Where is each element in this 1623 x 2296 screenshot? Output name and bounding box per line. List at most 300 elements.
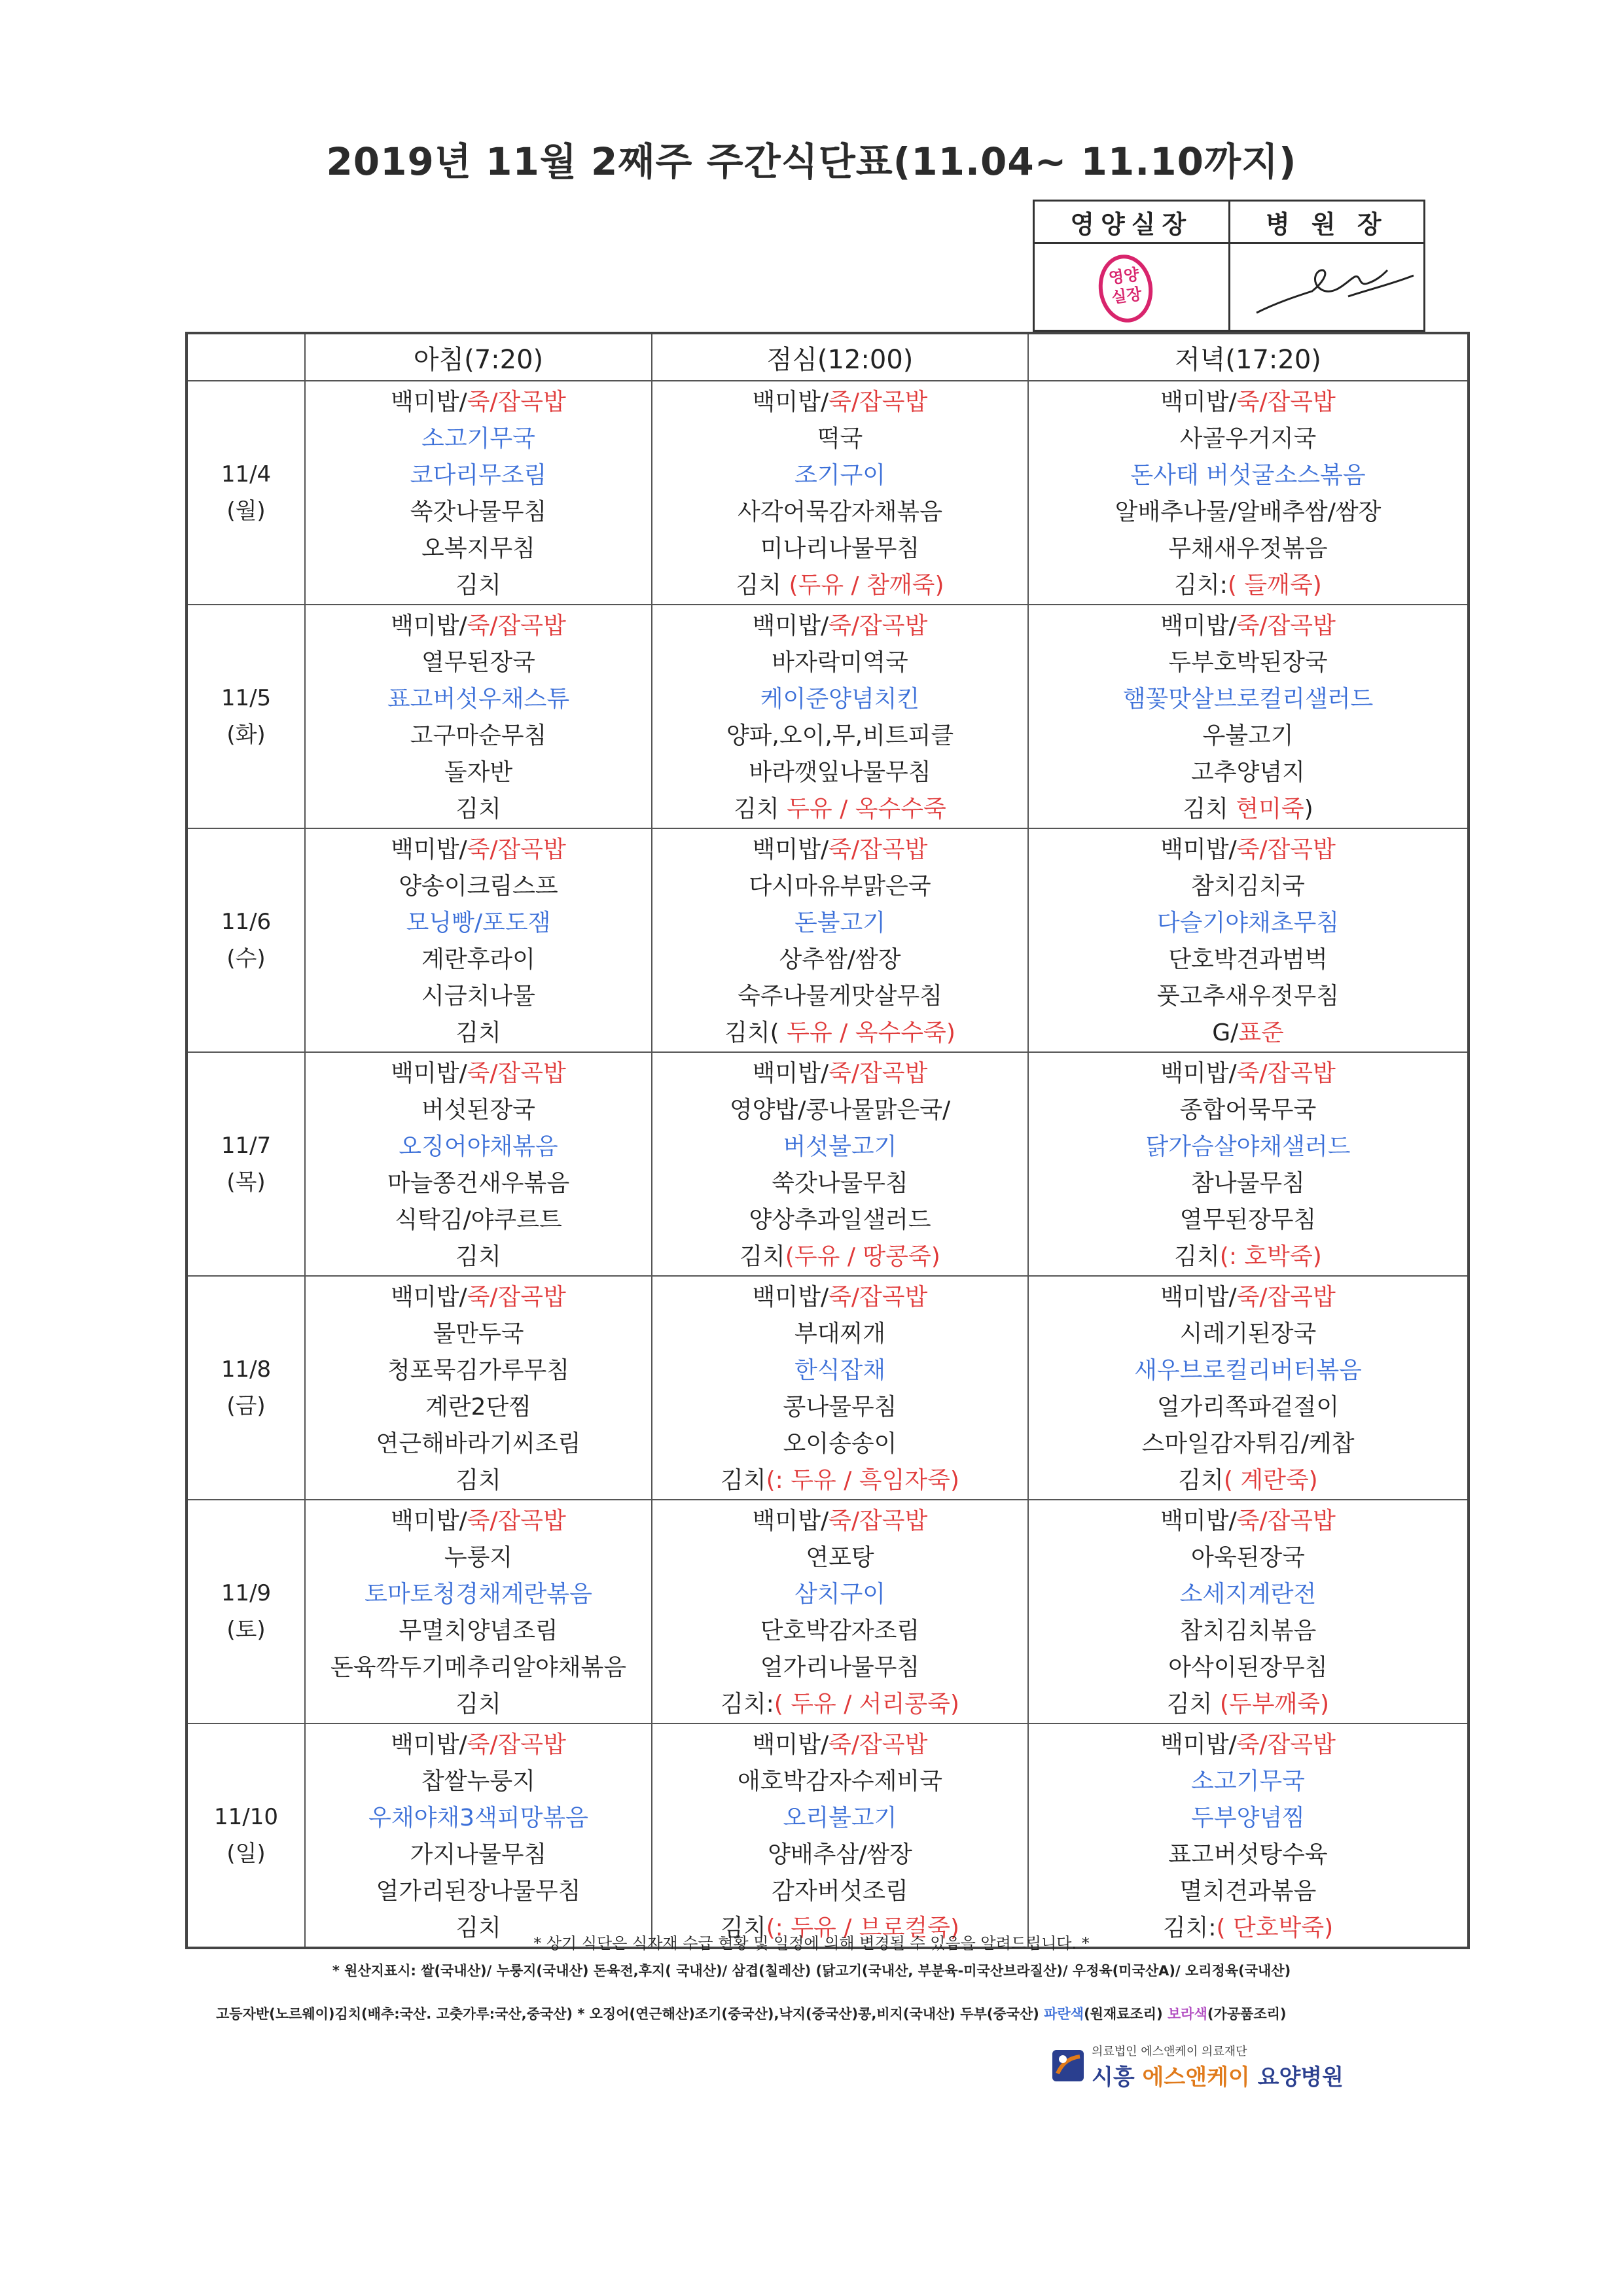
menu-item (306, 978, 651, 1015)
hospital-logo-icon (1051, 2049, 1085, 2083)
menu-item (1029, 868, 1467, 905)
day-weekday: (월) (226, 498, 266, 524)
menu-item (1029, 1165, 1467, 1202)
menu-item-text: 아욱된장국 (1191, 1544, 1305, 1571)
menu-item-text: 백미밥/ (752, 1731, 829, 1758)
menu-item (652, 1763, 1027, 1800)
page-title: 2019년 11월 2째주 주간식단표(11.04~ 11.10까지) (326, 139, 1297, 184)
legend-blue-desc: (원재료조리) (1084, 2006, 1168, 2022)
menu-item (306, 1763, 651, 1800)
menu-item-text: (두유 / 참깨죽) (789, 572, 944, 599)
menu-item-text: 죽/잡곡밥 (1236, 612, 1336, 639)
menu-item-text: 참치김치국 (1191, 873, 1305, 900)
menu-item-text: 시금치나물 (421, 983, 535, 1010)
meal-cell-lunch (652, 1723, 1028, 1948)
menu-item-text: 토마토청경채계란볶음 (365, 1581, 592, 1608)
menu-item (1029, 1055, 1467, 1092)
menu-item-text: 오이송송이 (783, 1430, 897, 1457)
menu-item-text: 죽/잡곡밥 (467, 1060, 566, 1087)
menu-item (652, 978, 1027, 1015)
menu-item-text: 바라깻잎나물무침 (749, 759, 931, 786)
day-date: 11/5 (221, 685, 272, 711)
menu-item (306, 1462, 651, 1499)
day-row (187, 1500, 1469, 1723)
menu-item-text: 김치( (724, 1019, 787, 1046)
day-date: 11/8 (221, 1356, 272, 1383)
menu-item (306, 645, 651, 681)
menu-item (652, 1503, 1027, 1540)
meal-cell-lunch (652, 1052, 1028, 1276)
menu-item (306, 608, 651, 645)
menu-item (306, 567, 651, 604)
approval-label-director: 병 원 장 (1229, 201, 1425, 243)
day-weekday: (화) (226, 722, 266, 748)
menu-item (1029, 1239, 1467, 1275)
menu-item-text: 계란2단찜 (425, 1394, 531, 1421)
day-cell (187, 1500, 305, 1723)
menu-item (306, 457, 651, 494)
menu-item-text: 버섯된장국 (421, 1097, 535, 1123)
meal-cell-lunch (652, 1500, 1028, 1723)
menu-item-text: (두부깨죽) (1219, 1691, 1330, 1718)
meal-cell-dinner (1028, 1276, 1469, 1500)
menu-item-text: ( 들깨죽) (1227, 572, 1322, 599)
menu-item (306, 421, 651, 457)
menu-item (306, 1015, 651, 1051)
menu-item-text: 백미밥/ (391, 1731, 467, 1758)
menu-item (306, 832, 651, 868)
menu-item-text: 미나리나물무침 (760, 535, 920, 562)
menu-item-text: 백미밥/ (752, 1060, 829, 1087)
menu-item (306, 531, 651, 567)
menu-item (1029, 1202, 1467, 1239)
menu-item-text: 죽/잡곡밥 (1236, 1508, 1336, 1534)
menu-item (652, 1165, 1027, 1202)
menu-item-text: 두유 / 옥수수죽) (787, 1019, 955, 1046)
menu-item (652, 1279, 1027, 1316)
menu-item (1029, 1015, 1467, 1051)
menu-item-text: 김치 (455, 1915, 501, 1941)
menu-item-text: 백미밥/ (391, 1060, 467, 1087)
menu-item-text: 김치 (455, 572, 501, 599)
menu-item (306, 1202, 651, 1239)
menu-item (1029, 567, 1467, 604)
menu-item-text: 김치 (721, 1915, 766, 1941)
menu-item (652, 457, 1027, 494)
menu-item-text: ) (1304, 796, 1313, 822)
menu-item (1029, 1389, 1467, 1426)
menu-item (306, 1540, 651, 1576)
menu-item-text: 오리불고기 (783, 1805, 897, 1831)
menu-item-text: 김치 (1166, 1691, 1220, 1718)
menu-item-text: 죽/잡곡밥 (829, 1284, 928, 1311)
menu-item (306, 1389, 651, 1426)
menu-item-text: 모닝빵/포도잼 (406, 910, 551, 936)
menu-item (1029, 421, 1467, 457)
menu-item (1029, 1613, 1467, 1650)
corner-cell (187, 333, 305, 381)
menu-item-text: 표준 (1238, 1019, 1284, 1046)
menu-item-text: 김치 (455, 796, 501, 822)
header-lunch: 점심(12:00) (652, 333, 1028, 381)
menu-item-text: 양상추과일샐러드 (749, 1207, 931, 1233)
menu-item-text: 김치: (1174, 572, 1228, 599)
menu-item-text: 죽/잡곡밥 (467, 389, 566, 415)
menu-item (306, 1576, 651, 1613)
menu-item (1029, 1763, 1467, 1800)
menu-item-text: (: 호박죽) (1219, 1243, 1322, 1270)
menu-item-text: 계란후라이 (421, 946, 535, 973)
header-breakfast: 아침(7:20) (305, 333, 652, 381)
stamp-line-1: 영양 (1107, 265, 1141, 288)
menu-item (652, 421, 1027, 457)
menu-item-text: 바자락미역국 (772, 649, 908, 676)
menu-item (652, 754, 1027, 791)
day-cell (187, 381, 305, 605)
meal-cell-dinner (1028, 1052, 1469, 1276)
approval-box (1033, 200, 1425, 332)
menu-item (1029, 1129, 1467, 1165)
signature-icon (1250, 251, 1420, 329)
menu-item (1029, 1727, 1467, 1763)
menu-item (306, 494, 651, 531)
day-cell (187, 1276, 305, 1500)
menu-item (1029, 531, 1467, 567)
menu-item-text: 죽/잡곡밥 (1236, 389, 1336, 415)
menu-item (652, 1202, 1027, 1239)
day-date: 11/6 (221, 909, 272, 935)
menu-item-text: 시레기된장국 (1179, 1320, 1317, 1347)
menu-item (652, 1015, 1027, 1051)
menu-item (652, 1129, 1027, 1165)
day-weekday: (수) (226, 945, 266, 972)
menu-item (652, 1055, 1027, 1092)
approval-signature-cell (1229, 243, 1425, 331)
menu-item (652, 1239, 1027, 1275)
menu-item (652, 791, 1027, 828)
menu-item-text: 백미밥/ (1160, 612, 1237, 639)
menu-item-text: 고구마순무침 (410, 722, 547, 749)
menu-item-text: ( 두유 / 서리콩죽) (774, 1691, 959, 1718)
menu-item-text: 우불고기 (1202, 722, 1294, 749)
menu-item-text: (두유 / 땅콩죽) (785, 1243, 940, 1270)
origin-text: * 원산지표시: 쌀(국내산)/ 누룽지(국내산) 돈육전,후지( 국내산)/ 삼겹(칠레산) (닭고기(국내산, 부분육-미국산브라질산)/ 우정육(미국산A)/ 오리정육(국내산) (332, 1963, 1291, 1979)
day-row (187, 1052, 1469, 1276)
menu-item-text: 버섯불고기 (783, 1133, 897, 1160)
menu-item (306, 718, 651, 754)
menu-item-text: 사각어묵감자채볶음 (738, 499, 942, 525)
menu-item-text: 종합어묵무국 (1179, 1097, 1317, 1123)
meal-cell-dinner (1028, 605, 1469, 828)
day-row (187, 381, 1469, 605)
menu-item-text: 돈사태 버섯굴소스볶음 (1130, 462, 1366, 489)
menu-item-text: 다시마유부맑은국 (749, 873, 931, 900)
menu-item (306, 1837, 651, 1873)
menu-item-text: 죽/잡곡밥 (467, 836, 566, 863)
menu-item (652, 942, 1027, 978)
menu-item-text: 죽/잡곡밥 (829, 389, 928, 415)
meal-cell-breakfast (305, 381, 652, 605)
menu-item-text: 김치 (455, 1243, 501, 1270)
menu-item (306, 681, 651, 718)
menu-item (1029, 608, 1467, 645)
menu-item-text: 표고버섯우채스튜 (387, 686, 570, 713)
menu-item-text: 단호박감자조림 (760, 1617, 920, 1644)
day-weekday: (금) (226, 1393, 266, 1419)
menu-item-text: 멸치견과볶음 (1179, 1878, 1317, 1905)
menu-item (652, 645, 1027, 681)
menu-item-text: 백미밥/ (391, 1508, 467, 1534)
menu-item (306, 384, 651, 421)
menu-item-text: 백미밥/ (391, 389, 467, 415)
menu-item-text: ( 단호박죽) (1216, 1915, 1334, 1941)
menu-item-text: 오징어야채볶음 (399, 1133, 558, 1160)
menu-item-text: 죽/잡곡밥 (467, 1508, 566, 1534)
meal-cell-dinner (1028, 1500, 1469, 1723)
menu-item-text: 양배추삼/쌈장 (768, 1841, 912, 1868)
menu-item (306, 1129, 651, 1165)
menu-item (1029, 1316, 1467, 1352)
approval-stamp-cell (1034, 243, 1230, 331)
menu-item (652, 1727, 1027, 1763)
meal-cell-dinner (1028, 828, 1469, 1052)
menu-item-text: 백미밥/ (391, 612, 467, 639)
menu-item (306, 1352, 651, 1389)
menu-item-text: 죽/잡곡밥 (1236, 1731, 1336, 1758)
menu-item-text: 조기구이 (794, 462, 886, 489)
menu-item-text: 감자버섯조림 (772, 1878, 908, 1905)
menu-item (1029, 1503, 1467, 1540)
menu-item-text: 죽/잡곡밥 (829, 1060, 928, 1087)
menu-item (306, 1613, 651, 1650)
menu-item (1029, 718, 1467, 754)
menu-item (306, 1503, 651, 1540)
menu-item (1029, 978, 1467, 1015)
menu-item-text: 청포묵김가루무침 (387, 1357, 570, 1384)
menu-item (306, 1650, 651, 1686)
menu-item (1029, 1686, 1467, 1723)
meal-cell-lunch (652, 381, 1028, 605)
menu-item-text: 콩나물무침 (783, 1394, 897, 1421)
menu-item (306, 1092, 651, 1129)
menu-item-text: 김치 (455, 1467, 501, 1494)
menu-item (1029, 942, 1467, 978)
menu-item-text: 죽/잡곡밥 (467, 1284, 566, 1311)
menu-item (1029, 1650, 1467, 1686)
menu-item-text: 김치 (1178, 1467, 1224, 1494)
menu-item (306, 1426, 651, 1462)
menu-item (306, 1800, 651, 1837)
logo-subtitle: 의료법인 에스앤케이 의료재단 (1092, 2045, 1247, 2058)
meal-table-body (187, 381, 1469, 1948)
menu-item-text: 죽/잡곡밥 (829, 1731, 928, 1758)
menu-item-text: 떡국 (817, 425, 863, 452)
menu-item-text: 참치김치볶음 (1179, 1617, 1317, 1644)
menu-item-text: 죽/잡곡밥 (467, 1731, 566, 1758)
menu-item-text: 백미밥/ (752, 612, 829, 639)
menu-item-text: G/ (1212, 1019, 1239, 1046)
legend-purple-label: 보라색 (1168, 2006, 1207, 2022)
menu-item-text: 표고버섯탕수육 (1168, 1841, 1328, 1868)
menu-item (652, 531, 1027, 567)
day-row (187, 1276, 1469, 1500)
menu-item (306, 1727, 651, 1763)
menu-item-text: 한식잡채 (794, 1357, 886, 1384)
menu-item-text: 김치 (1174, 1243, 1220, 1270)
menu-item-text: 애호박감자수제비국 (738, 1768, 942, 1795)
meal-cell-breakfast (305, 1723, 652, 1948)
meal-cell-breakfast (305, 1500, 652, 1723)
menu-item-text: 소고기무국 (1191, 1768, 1305, 1795)
menu-item-text: 코다리무조림 (410, 462, 547, 489)
menu-item-text: 양송이크림스프 (399, 873, 558, 900)
menu-item-text: 김치: (1162, 1915, 1217, 1941)
menu-item-text: 우채야채3색피망볶음 (368, 1805, 588, 1831)
menu-item (306, 1239, 651, 1275)
menu-item-text: 돈불고기 (794, 910, 886, 936)
seal-stamp (1094, 251, 1157, 326)
menu-item-text: 김치 (734, 796, 787, 822)
menu-item-text: 백미밥/ (752, 1284, 829, 1311)
menu-item (652, 1613, 1027, 1650)
menu-item (1029, 1426, 1467, 1462)
logo-name-a: 시흥 (1092, 2064, 1143, 2091)
menu-item-text: 백미밥/ (752, 389, 829, 415)
menu-item-text: 김치 (740, 1243, 785, 1270)
logo-name-c: 요양병원 (1249, 2064, 1344, 2091)
menu-item (1029, 905, 1467, 942)
menu-item-text: 백미밥/ (1160, 836, 1237, 863)
menu-item-text: 두유 / 옥수수죽 (787, 796, 946, 822)
menu-item-text: 고추양념지 (1191, 759, 1305, 786)
menu-item-text: 무채새우젓볶음 (1168, 535, 1328, 562)
menu-item-text: 백미밥/ (1160, 1060, 1237, 1087)
notice-text: * 상기 식단은 식자재 수급 현황 및 일정에 의해 변경될 수 있음을 알려드립니다. * (533, 1934, 1090, 1952)
meal-cell-lunch (652, 1276, 1028, 1500)
menu-item-text: 사골우거지국 (1179, 425, 1317, 452)
menu-item (652, 1462, 1027, 1499)
header-dinner: 저녁(17:20) (1028, 333, 1469, 381)
meal-cell-breakfast (305, 1276, 652, 1500)
menu-item-text: 김치 (455, 1691, 501, 1718)
stamp-line-2: 실장 (1110, 284, 1143, 307)
origin-text-2 (216, 2004, 1286, 2023)
menu-item-text: 쑥갓나물무침 (772, 1170, 908, 1197)
menu-item-text: 백미밥/ (1160, 1284, 1237, 1311)
menu-item-text: 두부양념찜 (1191, 1805, 1305, 1831)
menu-item-text: 쑥갓나물무침 (410, 499, 547, 525)
menu-item (1029, 1279, 1467, 1316)
menu-item (1029, 1462, 1467, 1499)
menu-item (652, 1800, 1027, 1837)
menu-item-text: 새우브로컬리버터볶음 (1134, 1357, 1362, 1384)
menu-item-text: 두부호박된장국 (1168, 649, 1328, 676)
menu-item (1029, 1540, 1467, 1576)
menu-item (1029, 384, 1467, 421)
menu-item (652, 1352, 1027, 1389)
menu-item-text: 현미죽 (1236, 796, 1304, 822)
menu-item-text: 백미밥/ (391, 1284, 467, 1311)
menu-item-text: 돌자반 (444, 759, 513, 786)
menu-item-text: 상추쌈/쌈장 (779, 946, 901, 973)
menu-item (652, 1686, 1027, 1723)
legend-blue-label: 파란색 (1044, 2006, 1084, 2022)
menu-item (1029, 791, 1467, 828)
menu-item (306, 1316, 651, 1352)
meal-table (185, 332, 1470, 1949)
menu-item (652, 868, 1027, 905)
menu-item-text: 케이준양념치킨 (760, 686, 920, 713)
menu-item-text: 부대찌개 (794, 1320, 886, 1347)
day-cell (187, 1723, 305, 1948)
menu-item-text: 가지나물무침 (410, 1841, 547, 1868)
menu-item-text: 누룽지 (444, 1544, 513, 1571)
menu-item-text: 백미밥/ (391, 836, 467, 863)
day-date: 11/7 (221, 1133, 272, 1159)
menu-item-text: 얼가리나물무침 (760, 1654, 920, 1681)
menu-item-text: 다슬기야채초무침 (1156, 910, 1340, 936)
menu-item (1029, 457, 1467, 494)
meal-cell-lunch (652, 605, 1028, 828)
menu-item-text: 죽/잡곡밥 (1236, 1284, 1336, 1311)
menu-item (652, 1650, 1027, 1686)
menu-item-text: 물만두국 (433, 1320, 524, 1347)
menu-item-text: 양파,오이,무,비트피클 (726, 722, 954, 749)
menu-item-text: 얼가리된장나물무침 (376, 1878, 581, 1905)
menu-item (652, 832, 1027, 868)
menu-item (652, 718, 1027, 754)
menu-item-text: 열무된장국 (421, 649, 535, 676)
menu-item (306, 1686, 651, 1723)
menu-item-text: (: 두유 / 브로컬죽) (766, 1915, 959, 1941)
menu-item-text: 죽/잡곡밥 (1236, 1060, 1336, 1087)
menu-item (652, 1316, 1027, 1352)
menu-item-text: 햄꽃맛살브로컬리샐러드 (1122, 686, 1374, 713)
menu-item-text: (: 두유 / 흑임자죽) (766, 1467, 959, 1494)
menu-item-text: 아삭이된장무침 (1168, 1654, 1328, 1681)
menu-item (306, 1055, 651, 1092)
day-row (187, 605, 1469, 828)
meal-cell-breakfast (305, 1052, 652, 1276)
menu-item-text: 죽/잡곡밥 (829, 612, 928, 639)
menu-item (1029, 1576, 1467, 1613)
menu-item-text: 스마일감자튀김/케찹 (1141, 1430, 1355, 1457)
meal-cell-breakfast (305, 828, 652, 1052)
menu-item (306, 1873, 651, 1910)
menu-item-text: 삼치구이 (794, 1581, 886, 1608)
menu-item-text: 연포탕 (806, 1544, 874, 1571)
menu-item-text: 무멸치양념조림 (399, 1617, 558, 1644)
menu-item (1029, 1092, 1467, 1129)
menu-item-text: 열무된장무침 (1179, 1207, 1317, 1233)
menu-item-text: 오복지무침 (421, 535, 535, 562)
menu-item (652, 1426, 1027, 1462)
menu-item-text: 얼가리쪽파겉절이 (1156, 1394, 1340, 1421)
menu-item-text: 소고기무국 (421, 425, 535, 452)
menu-item (652, 608, 1027, 645)
menu-item (652, 905, 1027, 942)
menu-item-text: 소세지계란전 (1179, 1581, 1317, 1608)
day-row (187, 828, 1469, 1052)
menu-item (652, 1540, 1027, 1576)
day-date: 11/9 (221, 1580, 272, 1606)
menu-item (306, 754, 651, 791)
meal-cell-dinner (1028, 1723, 1469, 1948)
menu-item-text: 김치 (736, 572, 789, 599)
menu-item (1029, 1873, 1467, 1910)
menu-item-text: 마늘쫑건새우볶음 (387, 1170, 570, 1197)
menu-item-text: 김치 (1183, 796, 1236, 822)
